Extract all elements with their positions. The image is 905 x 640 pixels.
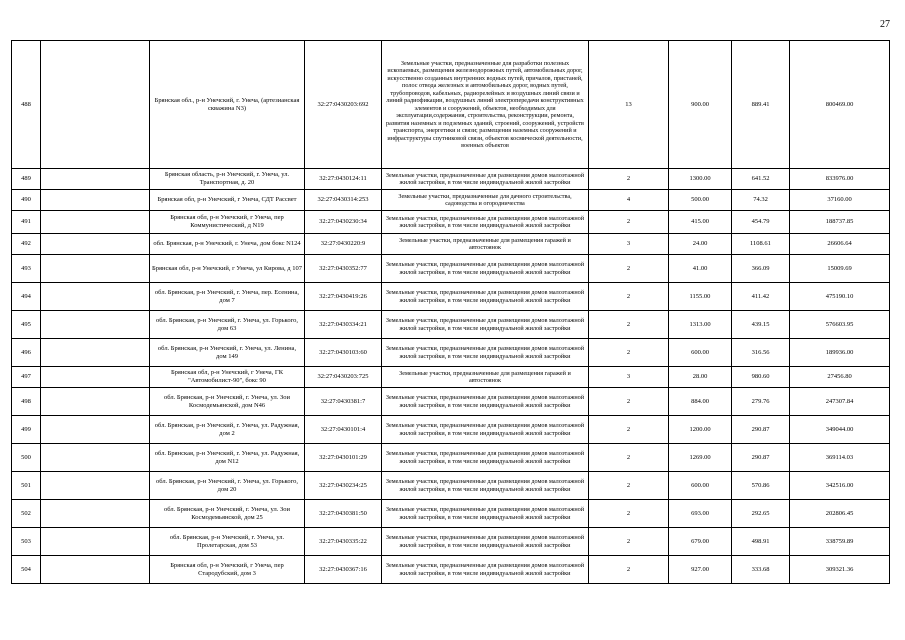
specific-value-cell: 333.68 — [732, 556, 790, 584]
cadastral-number-cell: 32:27:0430101:4 — [305, 416, 382, 444]
cadastral-value-cell: 15009.69 — [790, 255, 890, 283]
table-row — [12, 388, 890, 416]
row-number-cell: 501 — [12, 472, 41, 500]
area-cell: 693.00 — [669, 500, 732, 528]
table-row — [12, 339, 890, 367]
area-cell: 1200.00 — [669, 416, 732, 444]
table-row — [12, 190, 890, 211]
cadastral-number-cell: 32:27:0430220:9 — [305, 234, 382, 255]
table-row — [12, 556, 890, 584]
blank-cell — [41, 311, 150, 339]
row-number-cell: 502 — [12, 500, 41, 528]
cadastral-value-cell: 309321.36 — [790, 556, 890, 584]
blank-cell — [41, 211, 150, 234]
cadastral-number-cell: 32:27:0430367:16 — [305, 556, 382, 584]
cadastral-number-cell: 32:27:0430314:253 — [305, 190, 382, 211]
address-cell: обл. Брянская, р-н Унечский, г. Унеча, пер. Есенина, дом 7 — [150, 283, 305, 311]
page-number: 27 — [880, 19, 890, 30]
cadastral-number-cell: 32:27:0430352:77 — [305, 255, 382, 283]
permitted-use-cell: Земельные участки, предназначенные для размещения домов малоэтажной жилой застройки, в том числе индивидуальной жилой застройки — [382, 211, 589, 234]
cadastral-number-cell: 32:27:0430419:26 — [305, 283, 382, 311]
table-row — [12, 234, 890, 255]
group-number-cell: 2 — [589, 283, 669, 311]
address-cell: обл. Брянская, р-н Унечский, г. Унеча, дом бокс N124 — [150, 234, 305, 255]
specific-value-cell: 641.52 — [732, 169, 790, 190]
cadastral-value-cell: 338759.89 — [790, 528, 890, 556]
specific-value-cell: 411.42 — [732, 283, 790, 311]
row-number-cell: 498 — [12, 388, 41, 416]
blank-cell — [41, 169, 150, 190]
row-number-cell: 490 — [12, 190, 41, 211]
cadastral-number-cell: 32:27:0430103:60 — [305, 339, 382, 367]
group-number-cell: 2 — [589, 556, 669, 584]
table-row — [12, 444, 890, 472]
table-row — [12, 255, 890, 283]
cadastral-value-cell: 576603.95 — [790, 311, 890, 339]
blank-cell — [41, 234, 150, 255]
blank-cell — [41, 339, 150, 367]
row-number-cell: 500 — [12, 444, 41, 472]
permitted-use-cell: Земельные участки, предназначенные для размещения домов малоэтажной жилой застройки, в том числе индивидуальной жилой застройки — [382, 472, 589, 500]
group-number-cell: 2 — [589, 169, 669, 190]
area-cell: 679.00 — [669, 528, 732, 556]
area-cell: 1300.00 — [669, 169, 732, 190]
blank-cell — [41, 367, 150, 388]
area-cell: 41.00 — [669, 255, 732, 283]
address-cell: обл. Брянская, р-н Унечский, г. Унеча, ул. Радужная, дом 2 — [150, 416, 305, 444]
blank-cell — [41, 444, 150, 472]
permitted-use-cell: Земельные участки, предназначенные для размещения домов малоэтажной жилой застройки, в том числе индивидуальной жилой застройки — [382, 283, 589, 311]
address-cell: обл. Брянская, р-н Унечский, г. Унеча, ул. Зои Космодемьянской, дом 25 — [150, 500, 305, 528]
cadastral-value-cell: 26606.64 — [790, 234, 890, 255]
address-cell: Брянская обл, р-н Унечский, г Унеча, ГК "Автомобилист-90", бокс 90 — [150, 367, 305, 388]
address-cell: Брянская обл., р-н Унечский, г. Унеча, (артезианская скважина N3) — [150, 41, 305, 169]
permitted-use-cell: Земельные участки, предназначенные для разработки полезных ископаемых, размещения железнодорожных путей, автомобильных дорог, искусственно созданных внутренних водных путей, причалов, пристаней, полос отвода железных и автомобильных дорог, водных путей, трубопроводов, кабельных, радиорелейных и воздушных линий связи и линий радиофикации, воздушных линий электропередачи конструктивных элементов и сооружений, объектов, необходимых для эксплуатации,содержания, строительства, реконструкции, ремонта, развития наземных и подземных зданий, строений, сооружений, устройств транспорта, энергетики и связи; размещения наземных сооружений и инфраструктуры спутниковой связи, объектов космической деятельности, военных объектов — [382, 41, 589, 169]
area-cell: 28.00 — [669, 367, 732, 388]
address-cell: обл. Брянская, р-н Унечский, г. Унеча, ул. Пролетарская, дом 53 — [150, 528, 305, 556]
area-cell: 884.00 — [669, 388, 732, 416]
row-number-cell: 491 — [12, 211, 41, 234]
address-cell: обл. Брянская, р-н Унечский, г. Унеча, ул. Горького, дом 63 — [150, 311, 305, 339]
cadastral-number-cell: 32:27:0430203:692 — [305, 41, 382, 169]
area-cell: 900.00 — [669, 41, 732, 169]
row-number-cell: 497 — [12, 367, 41, 388]
area-cell: 927.00 — [669, 556, 732, 584]
specific-value-cell: 889.41 — [732, 41, 790, 169]
address-cell: Брянская обл, р-н Унечский, г Унеча, ул Кирова, д 107 — [150, 255, 305, 283]
row-number-cell: 493 — [12, 255, 41, 283]
blank-cell — [41, 255, 150, 283]
cadastral-value-table — [11, 40, 890, 584]
table-row — [12, 283, 890, 311]
specific-value-cell: 454.79 — [732, 211, 790, 234]
address-cell: обл. Брянская, р-н Унечский, г. Унеча, ул. Зои Космодемьянской, дом N46 — [150, 388, 305, 416]
blank-cell — [41, 41, 150, 169]
area-cell: 1155.00 — [669, 283, 732, 311]
cadastral-number-cell: 32:27:0430203:725 — [305, 367, 382, 388]
permitted-use-cell: Земельные участки, предназначенные для размещения домов малоэтажной жилой застройки, в том числе индивидуальной жилой застройки — [382, 339, 589, 367]
permitted-use-cell: Земельные участки, предназначенные для размещения гаражей и автостоянок — [382, 367, 589, 388]
cadastral-number-cell: 32:27:0430101:29 — [305, 444, 382, 472]
address-cell: Брянская обл, р-н Унечский, г Унеча, СДТ Рассвет — [150, 190, 305, 211]
table-row — [12, 311, 890, 339]
group-number-cell: 2 — [589, 472, 669, 500]
specific-value-cell: 1108.61 — [732, 234, 790, 255]
group-number-cell: 4 — [589, 190, 669, 211]
permitted-use-cell: Земельные участки, предназначенные для размещения домов малоэтажной жилой застройки, в том числе индивидуальной жилой застройки — [382, 416, 589, 444]
blank-cell — [41, 528, 150, 556]
table-row — [12, 500, 890, 528]
specific-value-cell: 498.91 — [732, 528, 790, 556]
specific-value-cell: 980.60 — [732, 367, 790, 388]
cadastral-value-cell: 800469.00 — [790, 41, 890, 169]
cadastral-value-cell: 188737.85 — [790, 211, 890, 234]
group-number-cell: 2 — [589, 416, 669, 444]
specific-value-cell: 279.76 — [732, 388, 790, 416]
blank-cell — [41, 472, 150, 500]
specific-value-cell: 290.87 — [732, 416, 790, 444]
group-number-cell: 2 — [589, 500, 669, 528]
permitted-use-cell: Земельные участки, предназначенные для размещения домов малоэтажной жилой застройки, в том числе индивидуальной жилой застройки — [382, 528, 589, 556]
cadastral-value-cell: 833976.00 — [790, 169, 890, 190]
cadastral-value-cell: 189936.00 — [790, 339, 890, 367]
group-number-cell: 3 — [589, 367, 669, 388]
specific-value-cell: 74.32 — [732, 190, 790, 211]
specific-value-cell: 366.09 — [732, 255, 790, 283]
blank-cell — [41, 556, 150, 584]
cadastral-value-cell: 27456.80 — [790, 367, 890, 388]
row-number-cell: 489 — [12, 169, 41, 190]
group-number-cell: 2 — [589, 388, 669, 416]
cadastral-number-cell: 32:27:0430381:7 — [305, 388, 382, 416]
cadastral-number-cell: 32:27:0430335:22 — [305, 528, 382, 556]
specific-value-cell: 290.87 — [732, 444, 790, 472]
group-number-cell: 2 — [589, 528, 669, 556]
group-number-cell: 2 — [589, 255, 669, 283]
table-row — [12, 169, 890, 190]
cadastral-value-cell: 475190.10 — [790, 283, 890, 311]
area-cell: 500.00 — [669, 190, 732, 211]
area-cell: 600.00 — [669, 472, 732, 500]
specific-value-cell: 316.56 — [732, 339, 790, 367]
cadastral-value-cell: 37160.00 — [790, 190, 890, 211]
table-row — [12, 416, 890, 444]
cadastral-value-cell: 349044.00 — [790, 416, 890, 444]
table-row — [12, 41, 890, 169]
cadastral-number-cell: 32:27:0430230:34 — [305, 211, 382, 234]
row-number-cell: 496 — [12, 339, 41, 367]
row-number-cell: 488 — [12, 41, 41, 169]
cadastral-number-cell: 32:27:0430124:11 — [305, 169, 382, 190]
permitted-use-cell: Земельные участки, предназначенные для размещения домов малоэтажной жилой застройки, в том числе индивидуальной жилой застройки — [382, 500, 589, 528]
blank-cell — [41, 416, 150, 444]
permitted-use-cell: Земельные участки, предназначенные для размещения гаражей и автостоянок — [382, 234, 589, 255]
address-cell: Брянская обл, р-н Унечский, г Унеча, пер Стародубский, дом 3 — [150, 556, 305, 584]
cadastral-number-cell: 32:27:0430381:50 — [305, 500, 382, 528]
specific-value-cell: 570.86 — [732, 472, 790, 500]
group-number-cell: 2 — [589, 311, 669, 339]
table-row — [12, 367, 890, 388]
cadastral-value-cell: 247307.84 — [790, 388, 890, 416]
table-row — [12, 472, 890, 500]
permitted-use-cell: Земельные участки, предназначенные для размещения домов малоэтажной жилой застройки, в том числе индивидуальной жилой застройки — [382, 556, 589, 584]
blank-cell — [41, 500, 150, 528]
table-row — [12, 528, 890, 556]
specific-value-cell: 292.65 — [732, 500, 790, 528]
address-cell: обл. Брянская, р-н Унечский, г. Унеча, ул. Ленина, дом 149 — [150, 339, 305, 367]
group-number-cell: 2 — [589, 211, 669, 234]
row-number-cell: 495 — [12, 311, 41, 339]
row-number-cell: 499 — [12, 416, 41, 444]
address-cell: Брянская область, р-н Унечский, г. Унеча, ул. Транспортная, д. 20 — [150, 169, 305, 190]
blank-cell — [41, 283, 150, 311]
permitted-use-cell: Земельные участки, предназначенные для размещения домов малоэтажной жилой застройки, в том числе индивидуальной жилой застройки — [382, 444, 589, 472]
row-number-cell: 492 — [12, 234, 41, 255]
cadastral-number-cell: 32:27:0430234:25 — [305, 472, 382, 500]
cadastral-value-cell: 202806.45 — [790, 500, 890, 528]
table-row — [12, 211, 890, 234]
area-cell: 600.00 — [669, 339, 732, 367]
cadastral-value-cell: 342516.00 — [790, 472, 890, 500]
row-number-cell: 494 — [12, 283, 41, 311]
row-number-cell: 503 — [12, 528, 41, 556]
group-number-cell: 2 — [589, 444, 669, 472]
address-cell: обл. Брянская, р-н Унечский, г. Унеча, ул. Горького, дом 20 — [150, 472, 305, 500]
permitted-use-cell: Земельные участки, предназначенные для дачного строительства, садоводства и огородничества — [382, 190, 589, 211]
specific-value-cell: 439.15 — [732, 311, 790, 339]
permitted-use-cell: Земельные участки, предназначенные для размещения домов малоэтажной жилой застройки, в том числе индивидуальной жилой застройки — [382, 311, 589, 339]
area-cell: 24.00 — [669, 234, 732, 255]
permitted-use-cell: Земельные участки, предназначенные для размещения домов малоэтажной жилой застройки, в том числе индивидуальной жилой застройки — [382, 169, 589, 190]
blank-cell — [41, 388, 150, 416]
row-number-cell: 504 — [12, 556, 41, 584]
cadastral-value-cell: 369114.03 — [790, 444, 890, 472]
address-cell: обл. Брянская, р-н Унечский, г. Унеча, ул. Радужная, дом N12 — [150, 444, 305, 472]
permitted-use-cell: Земельные участки, предназначенные для размещения домов малоэтажной жилой застройки, в том числе индивидуальной жилой застройки — [382, 255, 589, 283]
area-cell: 1313.00 — [669, 311, 732, 339]
address-cell: Брянская обл, р-н Унечский, г Унеча, пер Коммунистический, д N19 — [150, 211, 305, 234]
cadastral-number-cell: 32:27:0430334:21 — [305, 311, 382, 339]
permitted-use-cell: Земельные участки, предназначенные для размещения домов малоэтажной жилой застройки, в том числе индивидуальной жилой застройки — [382, 388, 589, 416]
area-cell: 1269.00 — [669, 444, 732, 472]
group-number-cell: 2 — [589, 339, 669, 367]
area-cell: 415.00 — [669, 211, 732, 234]
group-number-cell: 13 — [589, 41, 669, 169]
blank-cell — [41, 190, 150, 211]
group-number-cell: 3 — [589, 234, 669, 255]
